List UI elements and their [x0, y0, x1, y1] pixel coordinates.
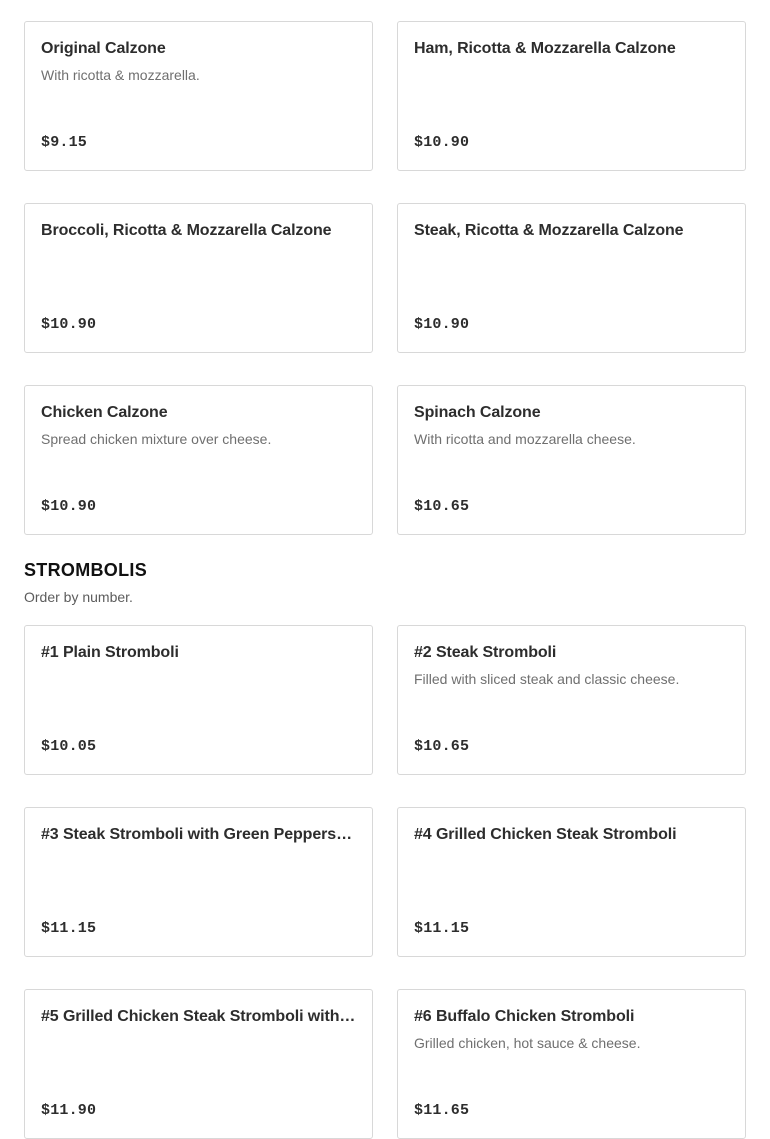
item-name: #6 Buffalo Chicken Stromboli — [414, 1008, 635, 1025]
item-name: Chicken Calzone — [41, 404, 168, 421]
item-name: #5 Grilled Chicken Steak Stromboli with… — [41, 1008, 356, 1025]
item-description: Filled with sliced steak and classic cheese. — [414, 671, 680, 687]
item-price: $11.15 — [414, 920, 470, 937]
item-name: #1 Plain Stromboli — [41, 644, 179, 661]
section-subtitle: Order by number. — [24, 589, 133, 605]
section-title: STROMBOLIS — [24, 560, 147, 580]
menu-item-card[interactable] — [397, 625, 746, 775]
item-price: $10.05 — [41, 738, 97, 755]
menu-item-card[interactable] — [24, 807, 373, 957]
item-price: $10.65 — [414, 738, 470, 755]
menu-item-card[interactable] — [24, 203, 373, 353]
menu-item-card[interactable] — [24, 385, 373, 535]
item-price: $11.65 — [414, 1102, 470, 1119]
menu-item-card[interactable] — [24, 625, 373, 775]
item-description: With ricotta and mozzarella cheese. — [414, 431, 636, 447]
item-name: #2 Steak Stromboli — [414, 644, 557, 661]
item-price: $10.90 — [41, 316, 97, 333]
item-name: #3 Steak Stromboli with Green Peppers … — [41, 826, 356, 843]
item-name: #4 Grilled Chicken Steak Stromboli — [414, 826, 677, 843]
menu-item-card[interactable] — [24, 989, 373, 1139]
item-description: With ricotta & mozzarella. — [41, 67, 200, 83]
item-price: $11.15 — [41, 920, 97, 937]
item-price: $10.90 — [41, 498, 97, 515]
item-name: Steak, Ricotta & Mozzarella Calzone — [414, 222, 684, 239]
item-price: $11.90 — [41, 1102, 97, 1119]
item-name: Spinach Calzone — [414, 404, 541, 421]
strombolis-grid — [24, 625, 746, 1139]
menu-item-card[interactable] — [397, 21, 746, 171]
item-description: Grilled chicken, hot sauce & cheese. — [414, 1035, 641, 1051]
item-description: Spread chicken mixture over cheese. — [41, 431, 272, 447]
calzones-grid — [24, 21, 746, 535]
menu-item-card[interactable] — [397, 385, 746, 535]
item-price: $9.15 — [41, 134, 88, 151]
menu-item-card[interactable] — [397, 203, 746, 353]
item-name: Ham, Ricotta & Mozzarella Calzone — [414, 40, 676, 57]
item-price: $10.90 — [414, 134, 470, 151]
item-price: $10.65 — [414, 498, 470, 515]
item-price: $10.90 — [414, 316, 470, 333]
menu-item-card[interactable] — [397, 989, 746, 1139]
menu-item-card[interactable] — [24, 21, 373, 171]
item-name: Original Calzone — [41, 40, 166, 57]
menu-item-card[interactable] — [397, 807, 746, 957]
item-name: Broccoli, Ricotta & Mozzarella Calzone — [41, 222, 332, 239]
